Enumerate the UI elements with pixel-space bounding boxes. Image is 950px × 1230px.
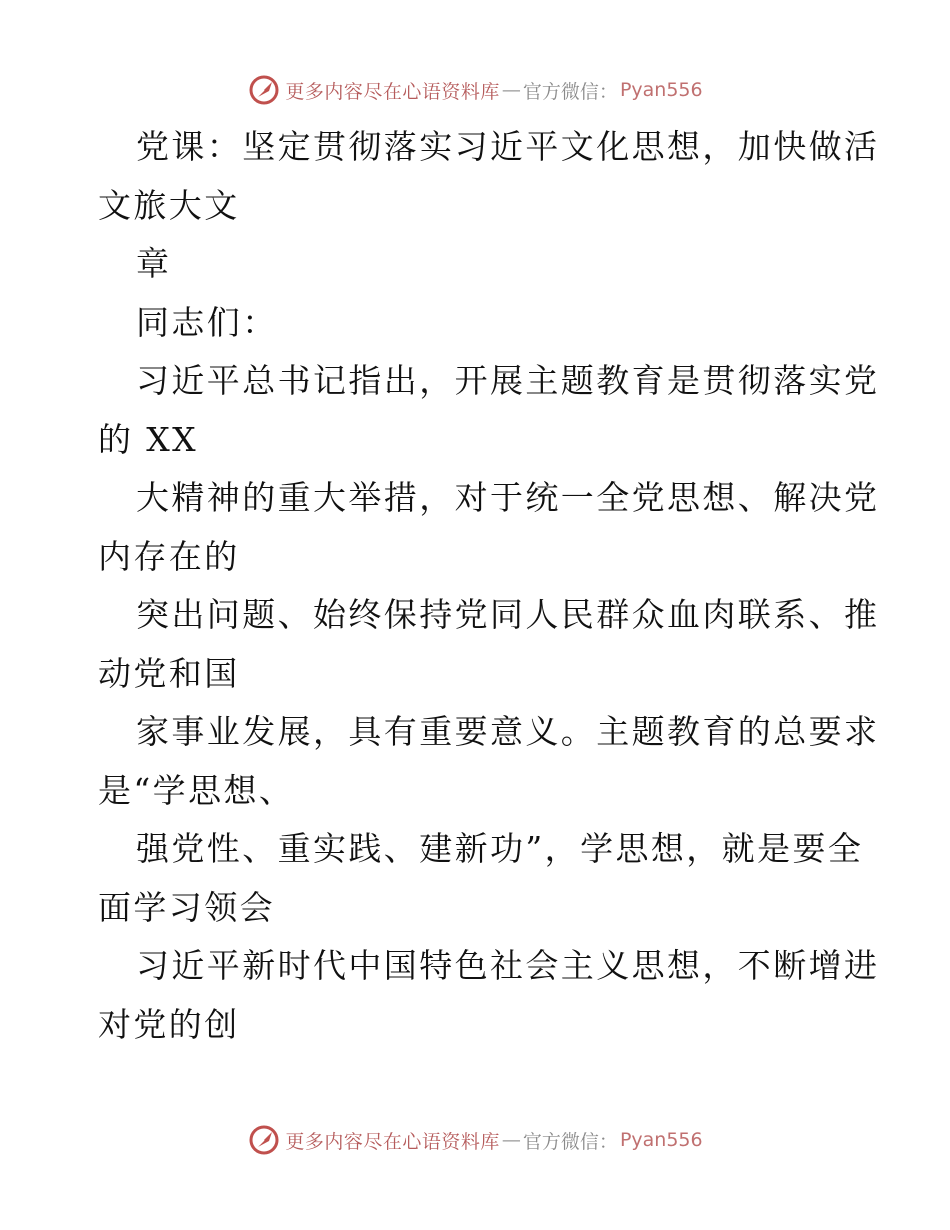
text-line: 习近平总书记指出，开展主题教育是贯彻落实党 (136, 361, 880, 400)
watermark-text: 更多内容尽在心语资料库 (285, 1130, 500, 1153)
watermark-text: 更多内容尽在心语资料库 (285, 80, 500, 103)
quill-logo-icon (247, 1123, 281, 1157)
text-line: 强党性、重实践、建新功”，学思想，就是要全 (136, 829, 864, 868)
watermark-separator: — (501, 1129, 521, 1151)
watermark-wechat-id: Pyan556 (619, 1129, 703, 1151)
header-watermark (0, 70, 950, 110)
watermark-wechat-id: Pyan556 (619, 79, 703, 101)
watermark-official-label: 官方微信： (522, 1130, 618, 1153)
text-line: 党课：坚定贯彻落实习近平文化思想，加快做活 (136, 127, 880, 166)
watermark-separator: — (501, 79, 521, 101)
text-line: 大精神的重大举措，对于统一全党思想、解决党 (136, 478, 880, 517)
text-line: 同志们： (136, 302, 278, 342)
footer-watermark (0, 1120, 950, 1160)
watermark-official-label: 官方微信： (522, 80, 618, 103)
text-line: 是“学思想、 (98, 770, 295, 810)
text-line: 文旅大文 (98, 185, 240, 225)
text-line: 章 (136, 244, 172, 283)
text-line: 突出问题、始终保持党同人民群众血肉联系、推 (136, 595, 880, 634)
body-text (98, 118, 880, 1054)
text-line: 内存在的 (98, 536, 240, 576)
text-line: 习近平新时代中国特色社会主义思想，不断增进 (136, 946, 880, 985)
text-line: 家事业发展，具有重要意义。主题教育的总要求 (136, 712, 880, 751)
document-body (98, 118, 880, 1054)
text-line: 的 XX (98, 419, 199, 459)
quill-logo-icon (247, 73, 281, 107)
text-line: 动党和国 (98, 653, 240, 693)
text-line: 对党的创 (98, 1004, 240, 1044)
text-line: 面学习领会 (98, 887, 275, 927)
